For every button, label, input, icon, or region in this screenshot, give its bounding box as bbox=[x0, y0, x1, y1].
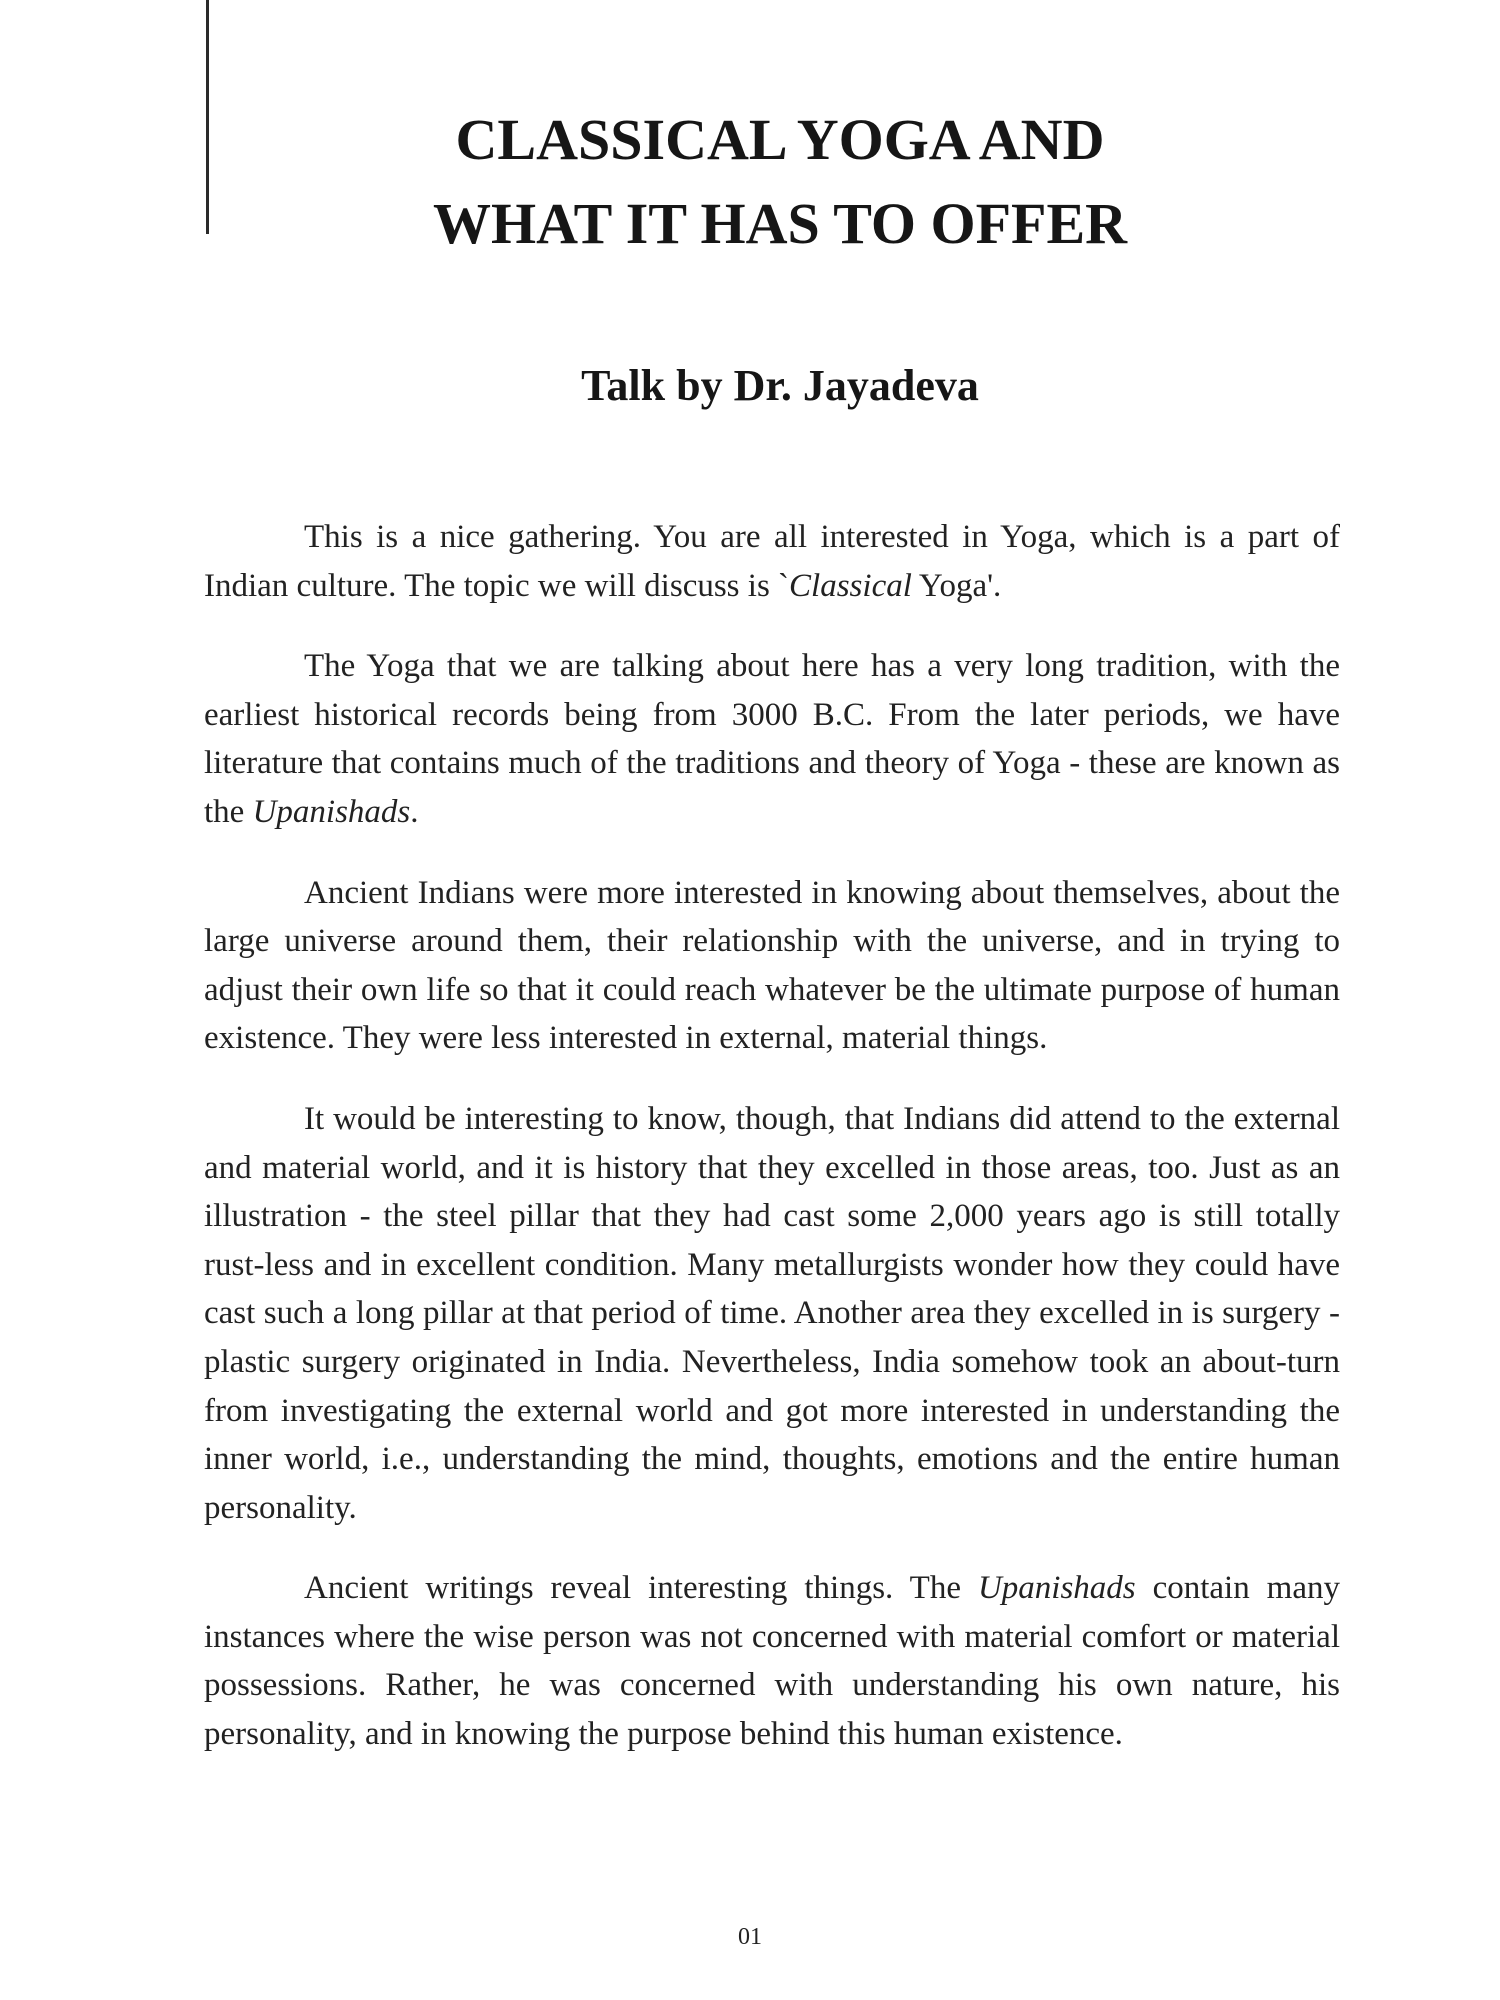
body-text bbox=[204, 513, 1340, 1791]
paragraph-4: It would be interesting to know, though, that Indians did attend to the external and material world, and it is history that they excelled in those areas, too. Just as an illustration - the steel pillar that they had cast some 2,000 years ago is still totally rust-less and in excellent condition. Many metallurgists wonder how they could have cast such a long pillar at that period of time. Another area they excelled in is surgery - plastic surgery originated in India. Nevertheless, India somehow took an about-turn from investigating the external world and got more interested in understanding the inner world, i.e., understanding the mind, thoughts, emotions and the entire human personality. bbox=[204, 1100, 1340, 1526]
paragraph-2-italic: Upanishads bbox=[252, 793, 411, 830]
paragraph-5-italic: Upanishads bbox=[977, 1570, 1136, 1607]
page-number: 01 bbox=[738, 1924, 762, 1950]
paragraph-5 bbox=[204, 1564, 1340, 1758]
chapter-title bbox=[300, 98, 1260, 266]
chapter-title-line-2: WHAT IT HAS TO OFFER bbox=[432, 191, 1128, 256]
paragraph-2 bbox=[204, 642, 1340, 836]
paragraph-3: Ancient Indians were more interested in knowing about themselves, about the large universe around them, their relationship with the universe, and in trying to adjust their own life so that it could reach whatever be the ultimate purpose of human existence. They were less interested in external, material things. bbox=[204, 874, 1340, 1057]
paragraph-5-text-a: Ancient writings reveal interesting things. The bbox=[304, 1570, 978, 1607]
paragraph-1-text-b: Yoga'. bbox=[911, 567, 1002, 604]
paragraph-2-text-a: The Yoga that we are talking about here has a very long tradition, with the earliest historical records being from 3000 B.C. From the later periods, we have literature that contains much of the traditions and theory of Yoga - these are known as the bbox=[204, 648, 1340, 830]
byline: Talk by Dr. Jayadeva bbox=[581, 361, 979, 410]
paragraph-1-text-a: This is a nice gathering. You are all interested in Yoga, which is a part of Indian culture. The topic we will discuss is ` bbox=[204, 519, 1340, 604]
paragraph-1-italic: Classical bbox=[789, 567, 912, 604]
chapter-title-line-1: CLASSICAL YOGA AND bbox=[455, 107, 1105, 172]
paragraph-1 bbox=[204, 513, 1340, 610]
paragraph-2-text-b: . bbox=[410, 793, 419, 830]
paragraph-5-text-b: contain many instances where the wise person was not concerned with material comfort or material possessions. Rather, he was concerned with understanding his own nature, his personality, and in knowing the purpose behind this human existence. bbox=[204, 1570, 1340, 1753]
margin-rule bbox=[206, 0, 209, 234]
